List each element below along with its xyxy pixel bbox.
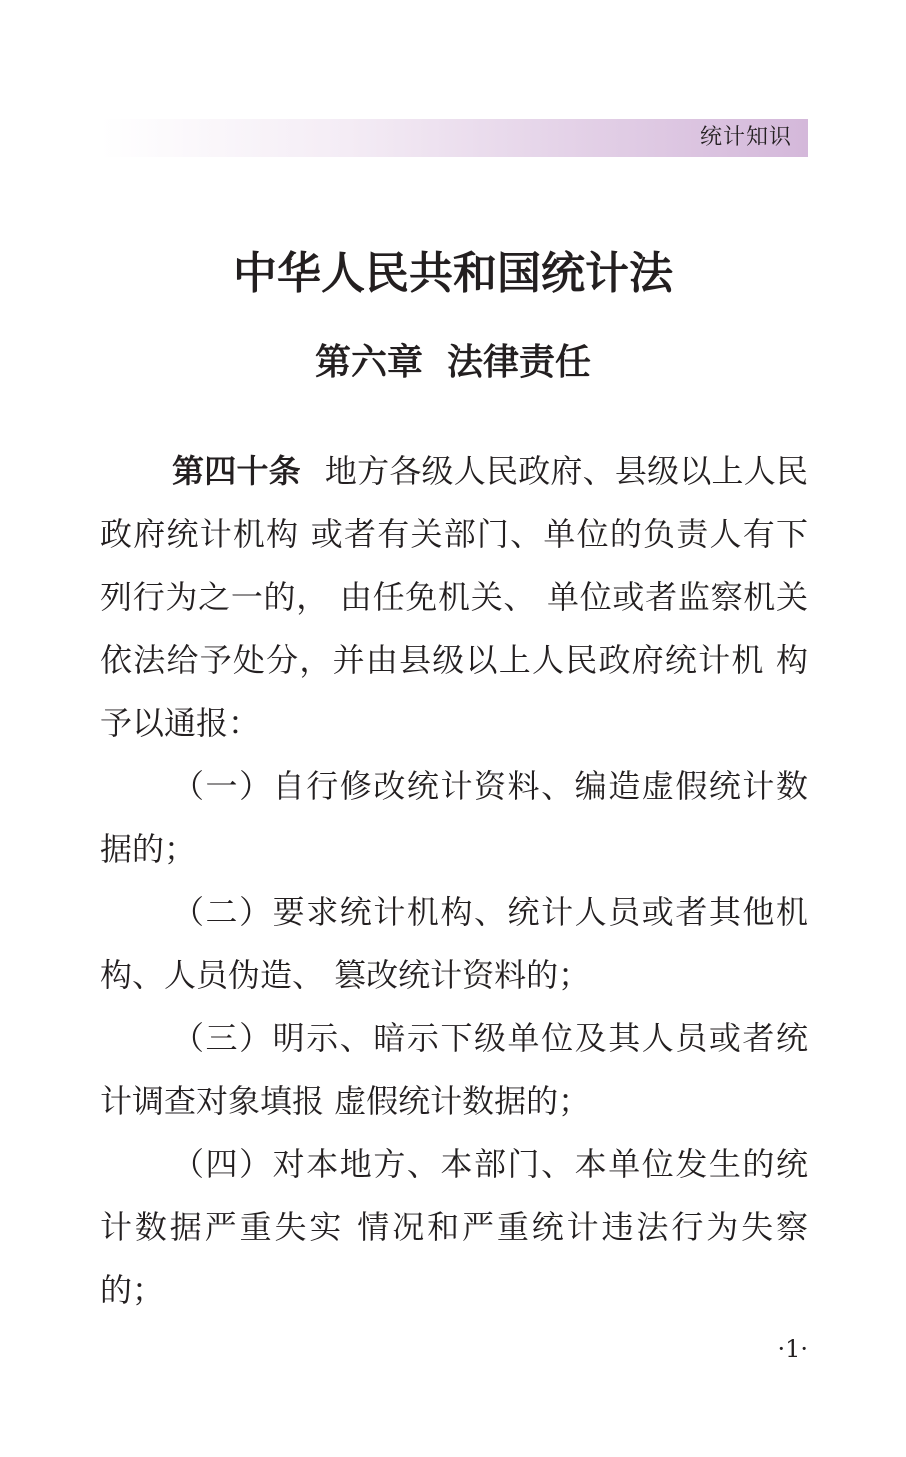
article-paragraph [100,440,808,755]
document-title: 中华人民共和国统计法 [233,248,673,299]
chapter-number: 第六章 [314,342,423,383]
article-label: 第四十条 [172,452,301,490]
page-number: ·1· [777,1335,808,1363]
list-item: （二）要求统计机构、统计人员或者其他机构、人员伪造、 篡改统计资料的； [100,893,808,994]
article-intro: 地方各级人民政府、县级以上人民政府统计机构 或者有关部门、单位的负责人有下列行为之一的， 由任免机关、 单位或者监察机关依法给予处分，并由县级以上人民政府统计机 构予以通报： [100,452,808,742]
section-header-band [100,119,808,157]
article-body [100,440,808,1322]
chapter-title: 法律责任 [447,342,592,383]
list-item: （四）对本地方、本部门、本单位发生的统计数据严重失实 情况和严重统计违法行为失察的； [100,1145,808,1309]
list-item: （三）明示、暗示下级单位及其人员或者统计调查对象填报 虚假统计数据的； [100,1019,808,1120]
section-label: 统计知识 [699,125,792,150]
chapter-heading [0,338,906,388]
list-item: （一）自行修改统计资料、编造虚假统计数据的； [100,767,808,868]
